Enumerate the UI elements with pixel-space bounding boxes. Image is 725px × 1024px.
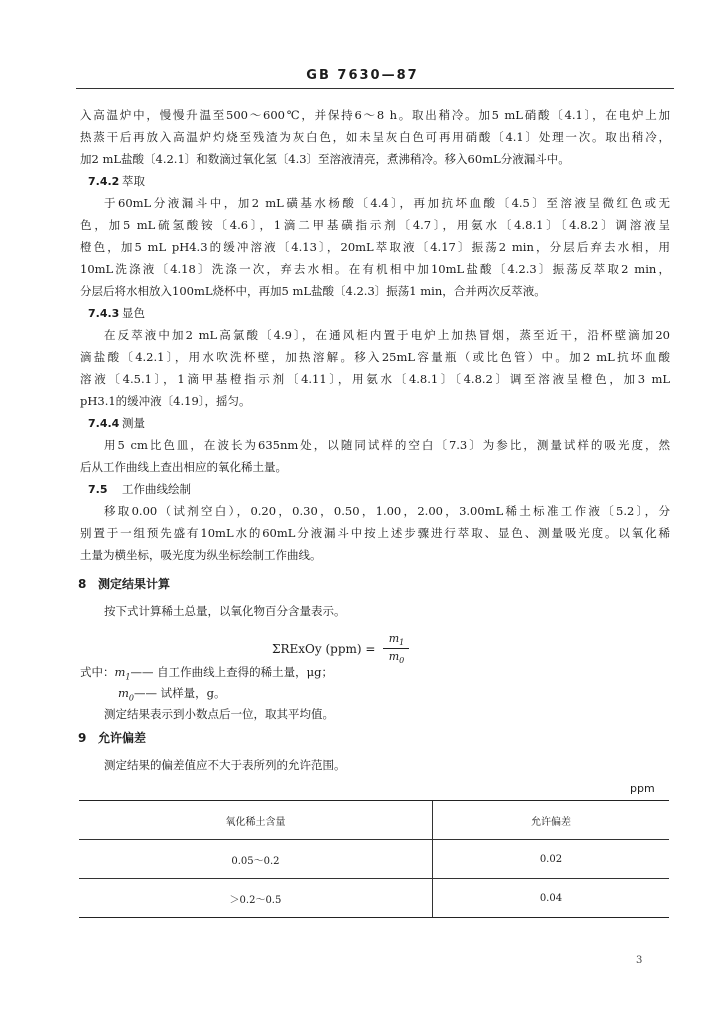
fraction-bar <box>383 648 409 649</box>
paragraph-line: 滴盐酸〔4.2.1〕，用水吹洗杯壁，加热溶解。移入25mL容量瓶（或比色管）中。加2 mL抗坏血酸 <box>80 350 670 364</box>
m1-description: —— 自工作曲线上查得的稀土量，μg； <box>130 665 333 679</box>
heading-title: 萃取 <box>122 174 145 188</box>
heading-7-5 <box>88 481 191 498</box>
heading-7-4-3 <box>88 305 145 322</box>
section-number: 8 <box>78 577 87 591</box>
heading-title: 显色 <box>122 306 145 320</box>
paragraph-line: 在反萃液中加2 mL高氯酸〔4.9〕，在通风柜内置于电炉上加热冒烟，蒸至近干，沿杯壁滴加20 <box>104 328 670 342</box>
section-8-intro: 按下式计算稀土总量，以氧化物百分含量表示。 <box>104 604 346 618</box>
column-header: 氧化稀土含量 <box>79 801 432 840</box>
m1-symbol: $m_1$ <box>114 665 131 682</box>
table-row <box>79 840 669 879</box>
section-8-heading <box>78 576 170 592</box>
paragraph-line: 10mL洗涤液〔4.18〕洗涤一次，弃去水相。在有机相中加10mL盐酸〔4.2.3〕振荡反萃取2 min， <box>80 262 670 276</box>
paragraph-line: 用5 cm比色皿，在波长为635nm处，以随同试样的空白〔7.3〕为参比，测量试样的吸光度，然 <box>104 438 670 452</box>
heading-7-4-4 <box>88 415 145 432</box>
m0-symbol: $m_0$ <box>118 686 134 703</box>
table-cell: 0.04 <box>432 879 669 918</box>
formula-denominator: $m_0$ <box>388 650 405 666</box>
heading-number: 7.4.3 <box>88 307 120 320</box>
formula-numerator: $m_1$ <box>388 632 405 648</box>
formula <box>272 632 409 665</box>
paragraph-line: 分层后将水相放入100mL烧杯中，再加5 mL盐酸〔4.2.3〕振荡1 min，合并两次反萃液。 <box>80 284 546 298</box>
heading-number: 7.4.2 <box>88 175 120 188</box>
section-number: 9 <box>78 731 87 745</box>
section-title: 测定结果计算 <box>98 577 171 591</box>
m0-description: —— 试样量，g。 <box>134 686 226 700</box>
table-row <box>79 879 669 918</box>
table-cell: 0.02 <box>432 840 669 879</box>
paragraph-line: 溶液〔4.5.1〕，1滴甲基橙指示剂〔4.11〕，用氨水〔4.8.1〕〔4.8.2〕调至溶液呈橙色，加3 mL <box>80 372 670 386</box>
formula-fraction <box>383 632 409 665</box>
paragraph-line: 别置于一组预先盛有10mL水的60mL分液漏斗中按上述步骤进行萃取、显色、测量吸光度。以氧化稀 <box>80 526 670 540</box>
section-title: 允许偏差 <box>98 731 147 745</box>
header-rule <box>76 88 674 89</box>
heading-number: 7.4.4 <box>88 417 120 430</box>
paragraph-line: 土量为横坐标，吸光度为纵坐标绘制工作曲线。 <box>80 548 322 562</box>
standard-code-header: GB 7630—87 <box>306 68 419 83</box>
heading-title: 测量 <box>122 416 145 430</box>
table-cell: 0.05～0.2 <box>79 840 432 879</box>
intro-line: 热蒸干后再放入高温炉灼烧至残渣为灰白色，如未呈灰白色可再用硝酸〔4.1〕处理一次。取出稍冷， <box>80 130 670 144</box>
definition-m1 <box>80 664 333 685</box>
heading-title: 工作曲线绘制 <box>122 482 191 496</box>
paragraph-line: 色，加5 mL硫氢酸铵〔4.6〕，1滴二甲基磺指示剂〔4.7〕，用氨水〔4.8.1〕〔4.8.2〕调溶液呈 <box>80 218 670 232</box>
column-header: 允许偏差 <box>432 801 669 840</box>
result-precision-note: 测定结果表示到小数点后一位，取其平均值。 <box>104 707 334 721</box>
paragraph-line: pH3.1的缓冲液〔4.19〕，摇匀。 <box>80 394 251 408</box>
formula-lhs: ΣRExOy (ppm) = <box>272 641 376 656</box>
definition-m0 <box>118 685 226 706</box>
paragraph-line: 橙色，加5 mL pH4.3的缓冲溶液〔4.13〕，20mL萃取液〔4.17〕振荡2 min，分层后弃去水相，用 <box>80 240 670 254</box>
intro-line: 入高温炉中，慢慢升温至500～600℃，并保持6～8 h。取出稍冷。加5 mL硝酸〔4.1〕，在电炉上加 <box>80 108 670 122</box>
where-label: 式中： <box>80 665 115 679</box>
paragraph-line: 于60mL分液漏斗中，加2 mL磺基水杨酸〔4.4〕，再加抗坏血酸〔4.5〕至溶液呈微红色或无 <box>104 196 670 210</box>
page-number: 3 <box>636 955 643 966</box>
paragraph-line: 移取0.00（试剂空白），0.20，0.30，0.50，1.00，2.00，3.00mL稀土标准工作液〔5.2〕，分 <box>104 504 670 518</box>
section-9-heading <box>78 730 146 746</box>
table-unit: ppm <box>630 782 655 795</box>
heading-number: 7.5 <box>88 483 108 496</box>
intro-line: 加2 mL盐酸〔4.2.1〕和数滴过氧化氢〔4.3〕至溶液清亮，煮沸稍冷。移入60mL分液漏斗中。 <box>80 152 570 166</box>
section-9-intro: 测定结果的偏差值应不大于表所列的允许范围。 <box>104 758 346 772</box>
tolerance-table <box>79 800 669 918</box>
table-header-row <box>79 801 669 840</box>
heading-7-4-2 <box>88 173 145 190</box>
table-cell: ＞0.2～0.5 <box>79 879 432 918</box>
paragraph-line: 后从工作曲线上查出相应的氧化稀土量。 <box>80 460 287 474</box>
